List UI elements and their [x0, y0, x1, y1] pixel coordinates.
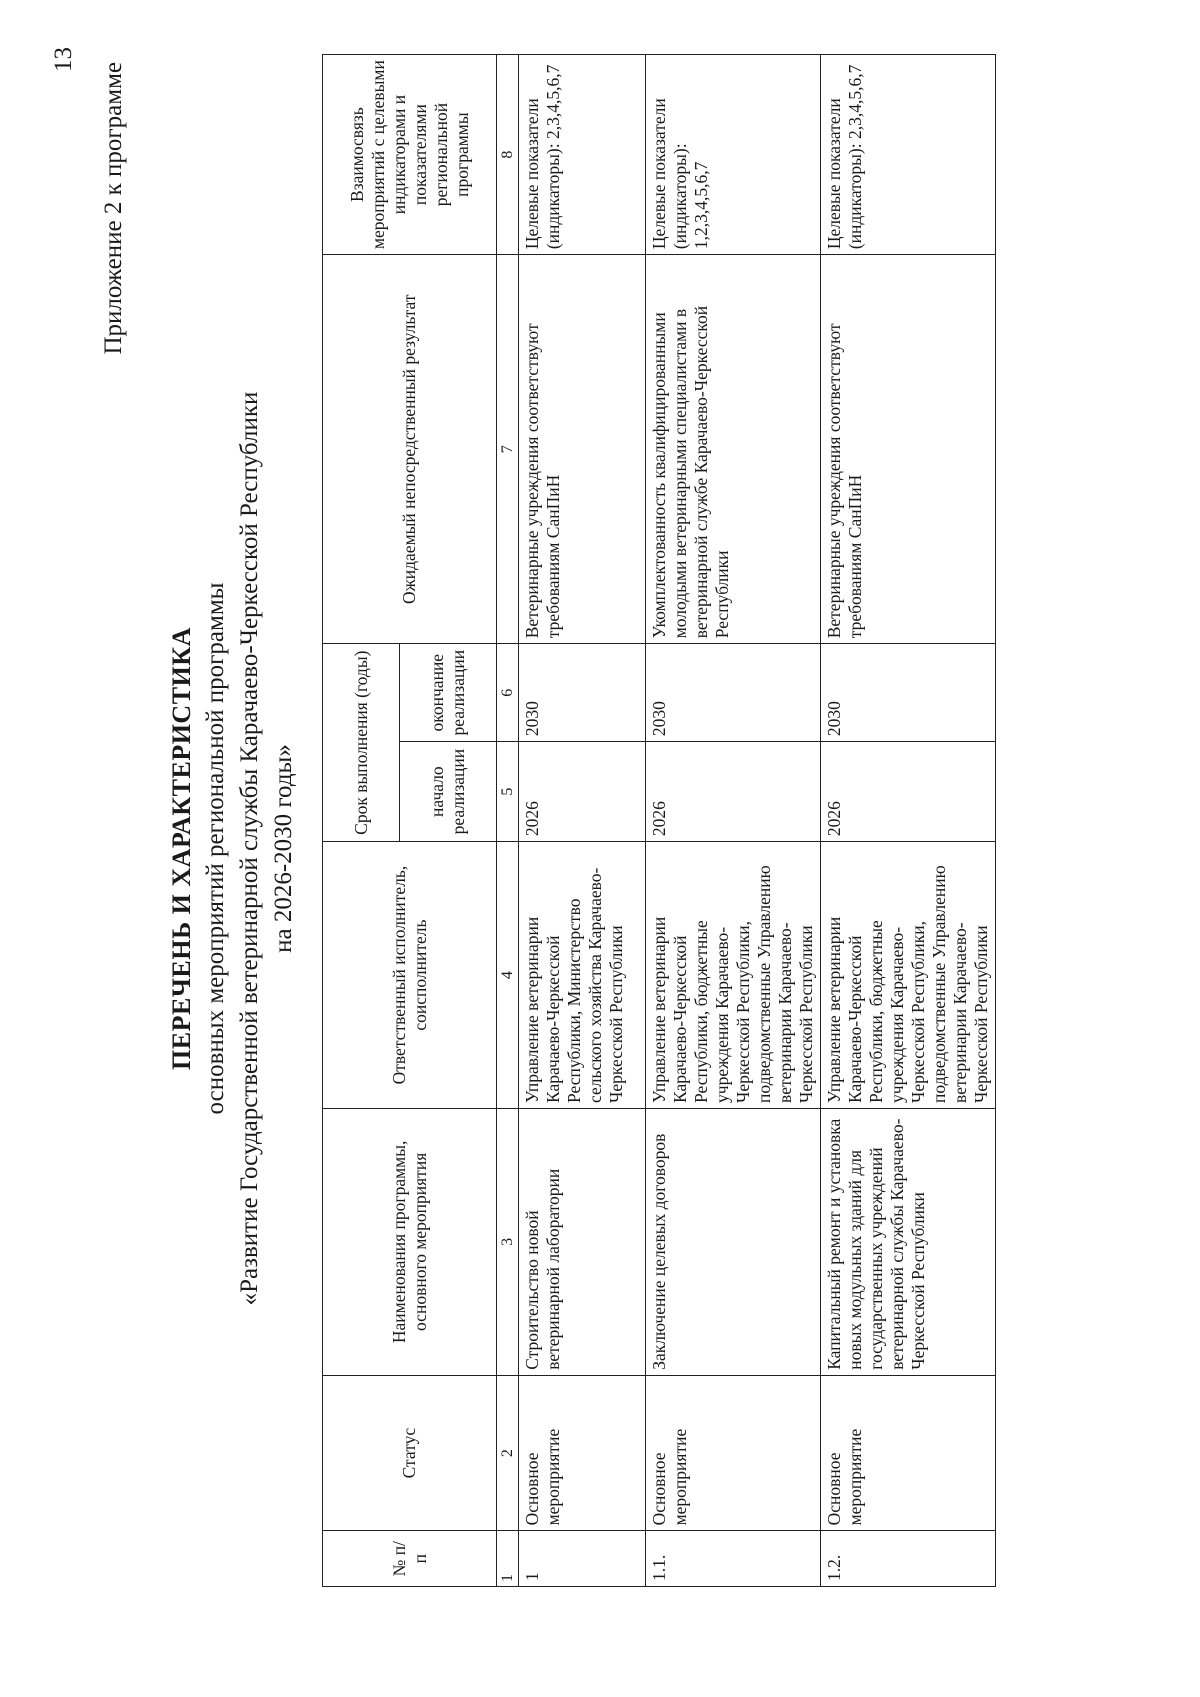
header-end: окончание реализации: [400, 644, 497, 742]
header-relation: Взаимосвязь мероприятий с целевыми индикаторами и показателями региональной программы: [323, 55, 497, 255]
cell-result: Укомплектованность квалифицированными молодыми ветеринарными специалистами в ветеринарной службе Карачаево-Черкесской Республики: [646, 255, 821, 644]
table-row: [821, 55, 996, 1587]
column-number: 1: [497, 1531, 519, 1587]
header-status: Статус: [323, 1375, 497, 1531]
cell-status: Основное мероприятие: [646, 1375, 821, 1531]
table-row: [519, 55, 646, 1587]
header-name: Наименования программы, основного мероприятия: [323, 1108, 497, 1375]
header-row: [323, 55, 400, 1587]
column-number: 5: [497, 742, 519, 842]
cell-status: Основное мероприятие: [519, 1375, 646, 1531]
column-number: 3: [497, 1108, 519, 1375]
cell-result: Ветеринарные учреждения соответствуют требованиям СанПиН: [519, 255, 646, 644]
document-subtitle-1: основных мероприятий региональной программы: [202, 582, 229, 1115]
column-number: 4: [497, 842, 519, 1109]
column-number: 6: [497, 644, 519, 742]
cell-name: Строительство новой ветеринарной лаборатории: [519, 1108, 646, 1375]
column-numbers-row: [497, 55, 519, 1587]
page-number: 13: [50, 47, 77, 72]
column-number: 8: [497, 55, 519, 255]
cell-executor: Управление ветеринарии Карачаево-Черкесской Республики, Министерство сельского хозяйства Карачаево-Черкесской Республики: [519, 842, 646, 1109]
cell-result: Ветеринарные учреждения соответствуют требованиям СанПиН: [821, 255, 996, 644]
cell-end: 2030: [646, 644, 821, 742]
header-term: Срок выполнения (годы): [323, 644, 400, 842]
header-num: № п/п: [323, 1531, 497, 1587]
table-row: [646, 55, 821, 1587]
header-start: начало реализации: [400, 742, 497, 842]
cell-executor: Управление ветеринарии Карачаево-Черкесской Республики, бюджетные учреждения Карачаево-Черкесской Республики, подведомственные Управлению ветеринарии Карачаево-Черкесской Республики: [646, 842, 821, 1109]
cell-num: 1.1.: [646, 1531, 821, 1587]
cell-relation: Целевые показатели (индикаторы): 2,3,4,5,6,7: [519, 55, 646, 255]
header-result: Ожидаемый непосредственный результат: [323, 255, 497, 644]
cell-start: 2026: [519, 742, 646, 842]
cell-end: 2030: [519, 644, 646, 742]
document-subtitle-2: «Развитие Государственной ветеринарной службы Карачаево-Черкесской Республики: [236, 391, 263, 1306]
cell-executor: Управление ветеринарии Карачаево-Черкесской Республики, бюджетные учреждения Карачаево-Черкесской Республики, подведомственные Управлению ветеринарии Карачаево-Черкесской Республики: [821, 842, 996, 1109]
document-title: ПЕРЕЧЕНЬ И ХАРАКТЕРИСТИКА: [167, 627, 196, 1070]
column-number: 7: [497, 255, 519, 644]
cell-start: 2026: [821, 742, 996, 842]
appendix-label: Приложение 2 к программе: [100, 62, 127, 355]
document-subtitle-3: на 2026-2030 годы»: [270, 744, 297, 953]
cell-status: Основное мероприятие: [821, 1375, 996, 1531]
column-number: 2: [497, 1375, 519, 1531]
cell-num: 1.2.: [821, 1531, 996, 1587]
cell-end: 2030: [821, 644, 996, 742]
cell-relation: Целевые показатели (индикаторы): 1,2,3,4,5,6,7: [646, 55, 821, 255]
document-title-block: [165, 0, 301, 1697]
cell-name: Капитальный ремонт и установка новых модульных зданий для государственных учреждений ветеринарной службы Карачаево-Черкесской Республики: [821, 1108, 996, 1375]
cell-num: 1: [519, 1531, 646, 1587]
cell-relation: Целевые показатели (индикаторы): 2,3,4,5,6,7: [821, 55, 996, 255]
measures-table: [322, 54, 996, 1587]
cell-start: 2026: [646, 742, 821, 842]
cell-name: Заключение целевых договоров: [646, 1108, 821, 1375]
header-executor: Ответственный исполнитель, соисполнитель: [323, 842, 497, 1109]
